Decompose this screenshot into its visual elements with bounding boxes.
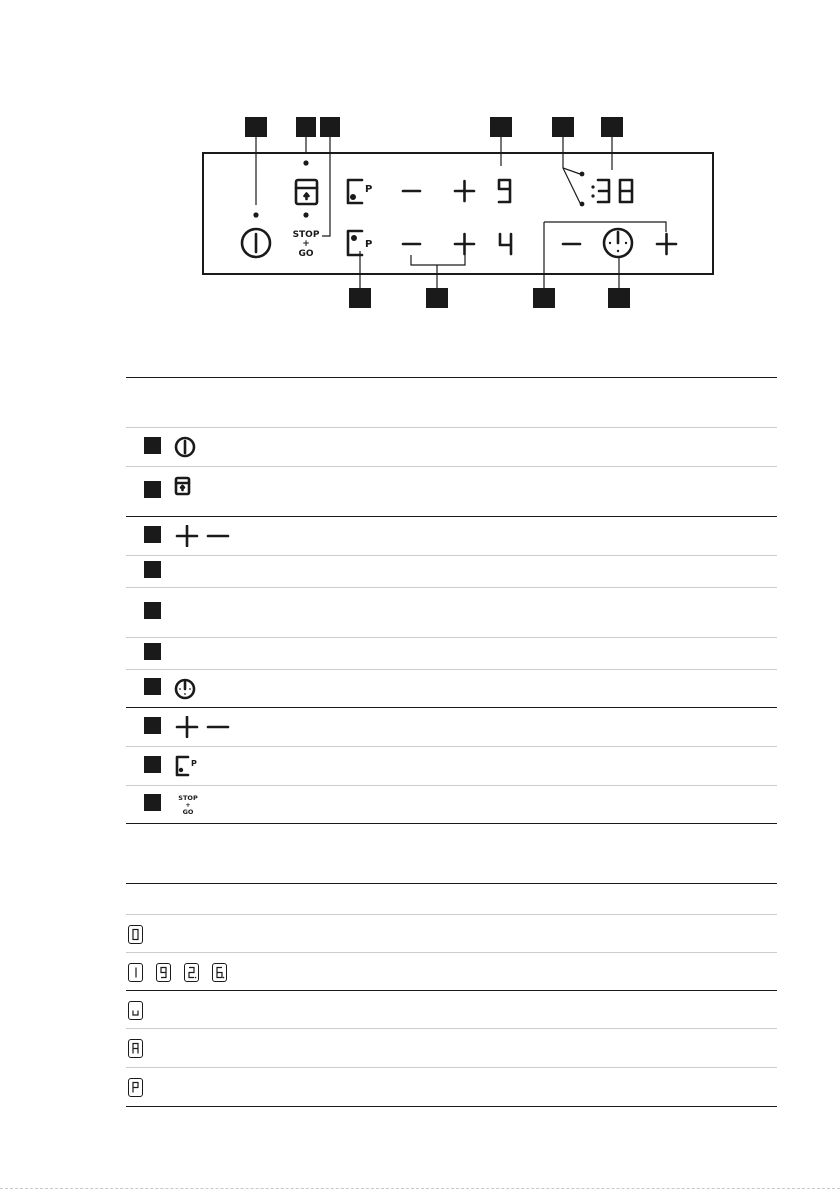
- row-number-box: [144, 437, 161, 454]
- svg-text:+: +: [185, 800, 191, 809]
- timer-button[interactable]: [604, 229, 632, 257]
- row-description: [254, 786, 777, 824]
- row-description: [278, 1068, 777, 1107]
- stop-go-line2: +: [302, 239, 310, 249]
- power-button[interactable]: [242, 229, 270, 257]
- callout-4: [490, 117, 512, 137]
- stop-go-line1: STOP: [292, 230, 320, 240]
- row-number-box: [144, 561, 161, 578]
- row-description: [278, 1029, 777, 1068]
- front-plus-button[interactable]: [455, 181, 474, 201]
- stop-go-button[interactable]: [293, 230, 320, 259]
- row-description: [254, 747, 777, 786]
- table-row: [126, 747, 777, 786]
- page-footer-rule: [0, 1188, 840, 1189]
- row-description: [254, 588, 777, 638]
- stop-go-icon: [174, 792, 202, 818]
- table-row: [126, 638, 777, 670]
- table-row: [126, 1068, 777, 1107]
- rear-zone-level-display: [500, 234, 511, 254]
- table-row: [126, 556, 777, 588]
- display-digit-2-dot: [184, 963, 199, 982]
- rear-plus-button[interactable]: [455, 234, 474, 254]
- plus-minus-icon: [174, 525, 234, 547]
- lock-icon: [174, 476, 192, 498]
- table-row: [126, 588, 777, 638]
- row-number-box: [144, 794, 161, 811]
- row-description: [254, 670, 777, 708]
- stop-go-line3: GO: [298, 249, 314, 259]
- row-description: [254, 517, 777, 556]
- sensor-field-table: [126, 377, 777, 824]
- row-number-box: [144, 602, 161, 619]
- booster-button-front[interactable]: [348, 180, 372, 203]
- table-header-cell: [126, 378, 777, 428]
- timer-plus-button[interactable]: [657, 234, 676, 254]
- row-description: [254, 467, 777, 517]
- callout-markers-bottom: [349, 288, 630, 308]
- callout-9: [533, 288, 555, 308]
- timer-display: [580, 172, 632, 207]
- row-description: [278, 915, 777, 953]
- display-digit-a: [128, 1039, 143, 1058]
- callout-3: [320, 117, 340, 137]
- display-digit-6-dot: [212, 963, 227, 982]
- row-number-box: [144, 481, 161, 498]
- callout-10: [608, 288, 630, 308]
- plus-minus-icon: [174, 716, 234, 738]
- table-header-cell: [126, 884, 777, 915]
- row-description: [278, 953, 777, 991]
- table-row: [126, 708, 777, 747]
- booster-p-icon: [174, 755, 204, 777]
- row-number-box: [144, 526, 161, 543]
- table-header-row: [126, 378, 777, 428]
- row-description: [254, 638, 777, 670]
- callout-7: [349, 288, 371, 308]
- display-indicator-table: [126, 883, 777, 1107]
- row-number-box: [144, 756, 161, 773]
- svg-text:P: P: [365, 184, 373, 195]
- row-description: [278, 991, 777, 1029]
- lock-button[interactable]: [296, 180, 317, 204]
- table-row: [126, 467, 777, 517]
- display-digit-u: [128, 1001, 143, 1020]
- svg-text:GO: GO: [182, 807, 194, 816]
- row-description: [254, 708, 777, 747]
- table-row: [126, 915, 777, 953]
- front-zone-level-display: [499, 180, 510, 202]
- callout-markers-top: [245, 117, 623, 137]
- callout-6: [601, 117, 623, 137]
- display-digit-0: [128, 925, 143, 944]
- table-row: [126, 991, 777, 1029]
- table-row: [126, 953, 777, 991]
- display-digit-1: [128, 963, 143, 982]
- table-row: [126, 428, 777, 467]
- svg-text:STOP: STOP: [178, 793, 198, 802]
- timer-icon: [174, 678, 196, 700]
- row-description: [254, 556, 777, 588]
- svg-text:P: P: [191, 759, 197, 768]
- row-description: [254, 428, 777, 467]
- row-number-box: [144, 643, 161, 660]
- table-row: [126, 517, 777, 556]
- svg-text:P: P: [365, 239, 373, 250]
- table-header-row: [126, 884, 777, 915]
- callout-5: [552, 117, 574, 137]
- callout-1: [245, 117, 267, 137]
- panel-frame: [203, 153, 713, 274]
- display-digit-9: [156, 963, 171, 982]
- leader-lines: [256, 137, 666, 288]
- control-panel-diagram: [0, 0, 840, 330]
- table-row: [126, 670, 777, 708]
- table-row: [126, 786, 777, 824]
- callout-2: [296, 117, 316, 137]
- power-icon: [174, 436, 196, 458]
- table-row: [126, 1029, 777, 1068]
- row-number-box: [144, 678, 161, 695]
- row-number-box: [144, 717, 161, 734]
- display-digit-p: [128, 1078, 143, 1097]
- callout-8: [426, 288, 448, 308]
